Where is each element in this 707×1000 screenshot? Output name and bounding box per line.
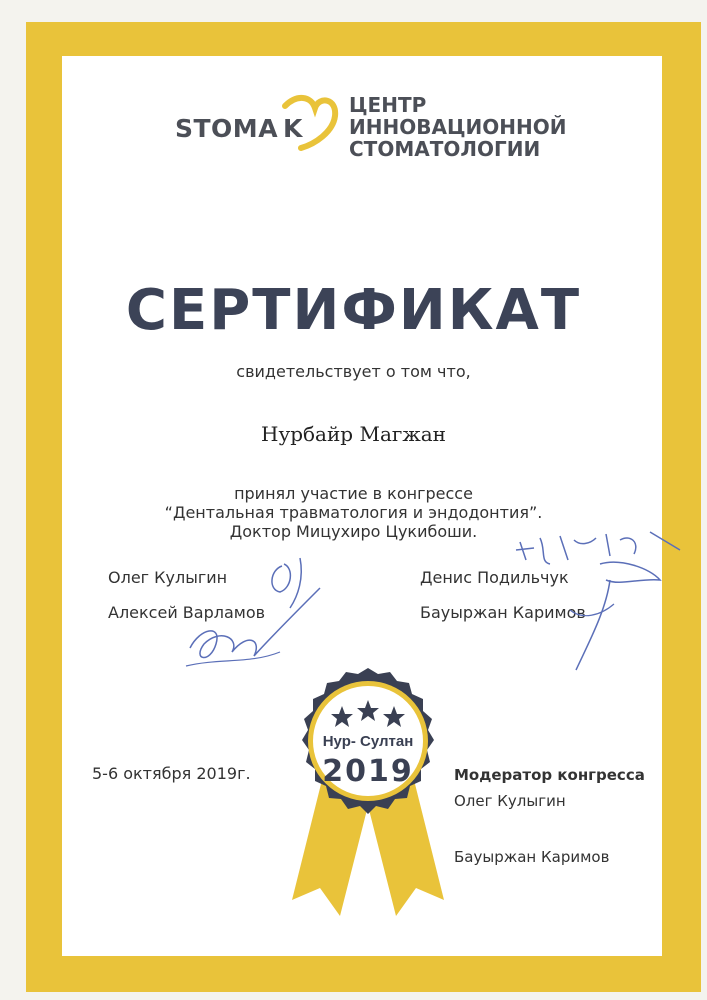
logo (175, 92, 575, 164)
moderator-name-1: Олег Кулыгин (454, 792, 566, 810)
signature-left (170, 548, 340, 678)
certificate-subtitle: свидетельствует о том что, (236, 362, 471, 381)
tooth-heart-icon (271, 92, 341, 152)
logo-wordmark: STOMA (175, 114, 279, 143)
event-date: 5-6 октября 2019г. (92, 764, 251, 783)
logo-letter: K (283, 114, 303, 143)
certificate-title: СЕРТИФИКАТ (125, 278, 582, 343)
logo-line-1: ЦЕНТР (349, 93, 427, 117)
recipient-name: Нурбайр Магжан (261, 422, 446, 446)
body-line-2: “Дентальная травматология и эндодонтия”. (164, 503, 543, 522)
signatory-right-2: Бауыржан Каримов (420, 603, 586, 622)
body-line-1: принял участие в конгрессе (234, 484, 473, 503)
signature-right (510, 520, 700, 680)
signatory-right-1: Денис Подильчук (420, 568, 569, 587)
moderator-title: Модератор конгресса (454, 766, 645, 784)
signatory-left-2: Алексей Варламов (108, 603, 266, 622)
award-badge (268, 662, 468, 930)
body-line-3: Доктор Мицухиро Цукибоши. (229, 522, 478, 541)
signatory-left-1: Олег Кулыгин (108, 568, 228, 587)
badge-year: 2019 (322, 754, 414, 789)
badge-city: Нур- Султан (322, 733, 414, 750)
logo-line-3: СТОМАТОЛОГИИ (349, 137, 541, 161)
moderator-name-2: Бауыржан Каримов (454, 848, 610, 866)
logo-line-2: ИННОВАЦИОННОЙ (349, 115, 567, 139)
